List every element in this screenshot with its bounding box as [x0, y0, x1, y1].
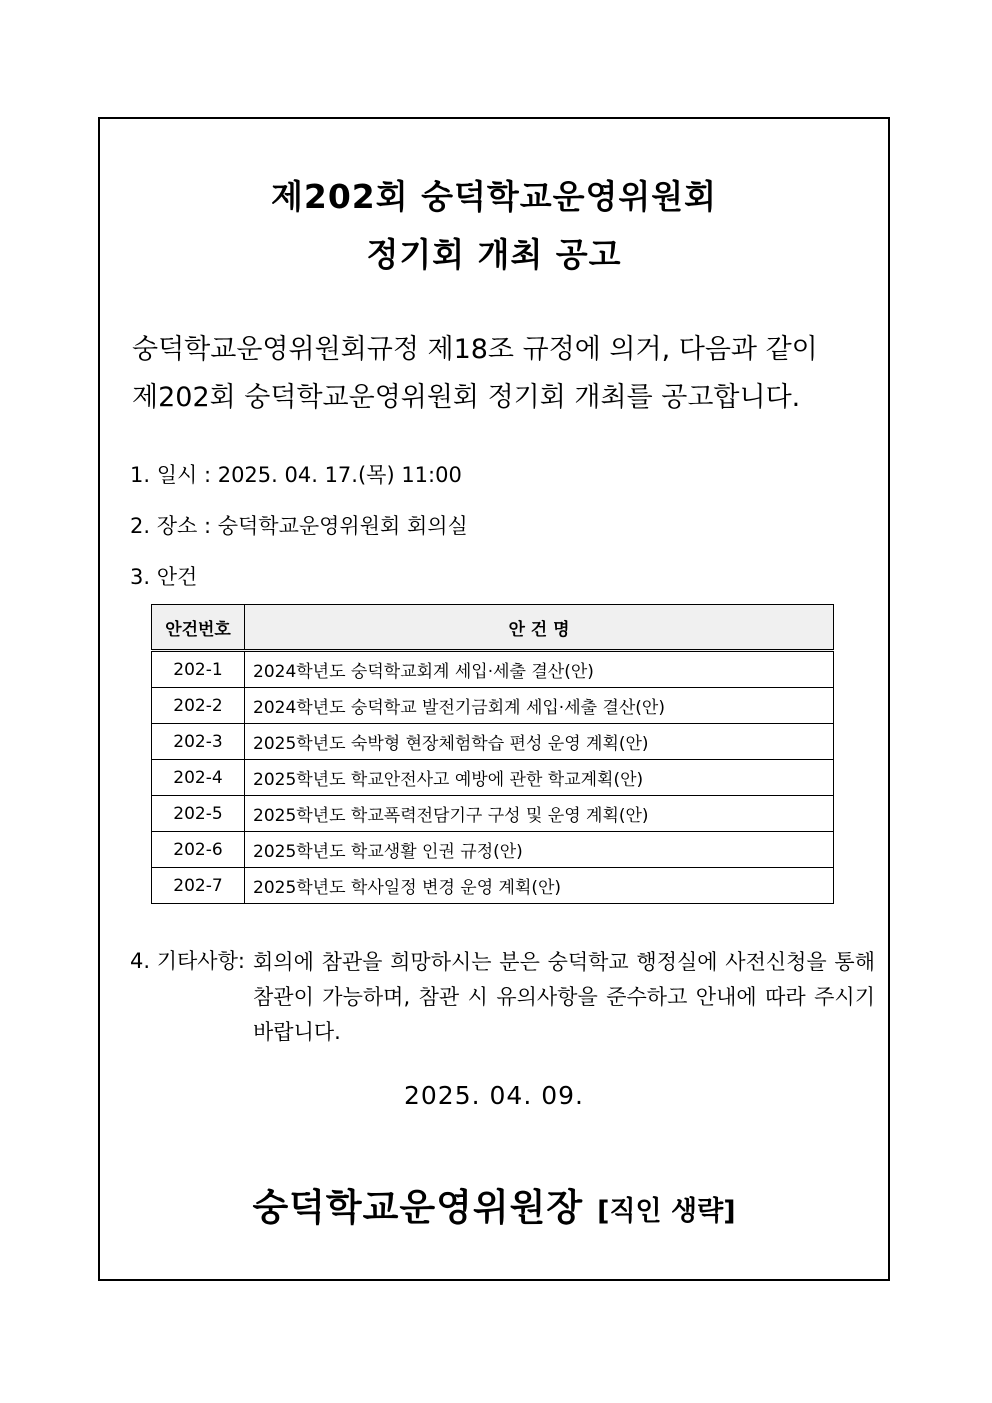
- header-agenda-name: 안 건 명: [245, 605, 834, 651]
- item-agenda-heading: 3. 안건: [130, 565, 198, 589]
- agenda-name: 2025학년도 학사일정 변경 운영 계획(안): [245, 868, 834, 904]
- agenda-number: 202-7: [152, 868, 245, 904]
- notice-frame: [98, 117, 890, 1281]
- agenda-number: 202-5: [152, 796, 245, 832]
- header-agenda-number: 안건번호: [152, 605, 245, 651]
- agenda-table: [151, 604, 834, 904]
- table-row: [152, 868, 834, 904]
- agenda-name: 2025학년도 학교안전사고 예방에 관한 학교계획(안): [245, 760, 834, 796]
- notice-title-line1: 제202회 숭덕학교운영위원회: [270, 177, 718, 216]
- other-text: 회의에 참관을 희망하시는 분은 숭덕학교 행정실에 사전신청을 통해 참관이 가능하며, 참관 시 유의사항을 준수하고 안내에 따라 주시기 바랍니다.: [253, 950, 875, 1044]
- agenda-number: 202-6: [152, 832, 245, 868]
- notice-date: 2025. 04. 09.: [404, 1081, 584, 1110]
- intro-line2: 제202회 숭덕학교운영위원회 정기회 개최를 공고합니다.: [132, 382, 801, 413]
- agenda-name: 2024학년도 숭덕학교회계 세입·세출 결산(안): [245, 651, 834, 688]
- agenda-name: 2025학년도 학교폭력전담기구 구성 및 운영 계획(안): [245, 796, 834, 832]
- agenda-number: 202-4: [152, 760, 245, 796]
- agenda-number: 202-2: [152, 688, 245, 724]
- signature: [100, 1177, 888, 1231]
- item-place: 2. 장소 : 숭덕학교운영위원회 회의실: [130, 514, 468, 538]
- table-row: [152, 760, 834, 796]
- table-row: [152, 832, 834, 868]
- agenda-name: 2025학년도 학교생활 인권 규정(안): [245, 832, 834, 868]
- agenda-number: 202-3: [152, 724, 245, 760]
- notice-title-line2: 정기회 개최 공고: [366, 235, 622, 274]
- agenda-name: 2024학년도 숭덕학교 발전기금회계 세입·세출 결산(안): [245, 688, 834, 724]
- table-row: [152, 724, 834, 760]
- item-datetime: 1. 일시 : 2025. 04. 17.(목) 11:00: [130, 463, 462, 487]
- signature-seal-note: [직인 생략]: [597, 1196, 736, 1227]
- agenda-name: 2025학년도 숙박형 현장체험학습 편성 운영 계획(안): [245, 724, 834, 760]
- agenda-number: 202-1: [152, 651, 245, 688]
- signature-name: 숭덕학교운영위원장: [252, 1186, 584, 1229]
- intro-line1: 숭덕학교운영위원회규정 제18조 규정에 의거, 다음과 같이: [132, 334, 818, 365]
- table-row: [152, 651, 834, 688]
- agenda-header-row: [152, 605, 834, 651]
- other-label: 4. 기타사항:: [130, 949, 245, 973]
- table-row: [152, 796, 834, 832]
- table-row: [152, 688, 834, 724]
